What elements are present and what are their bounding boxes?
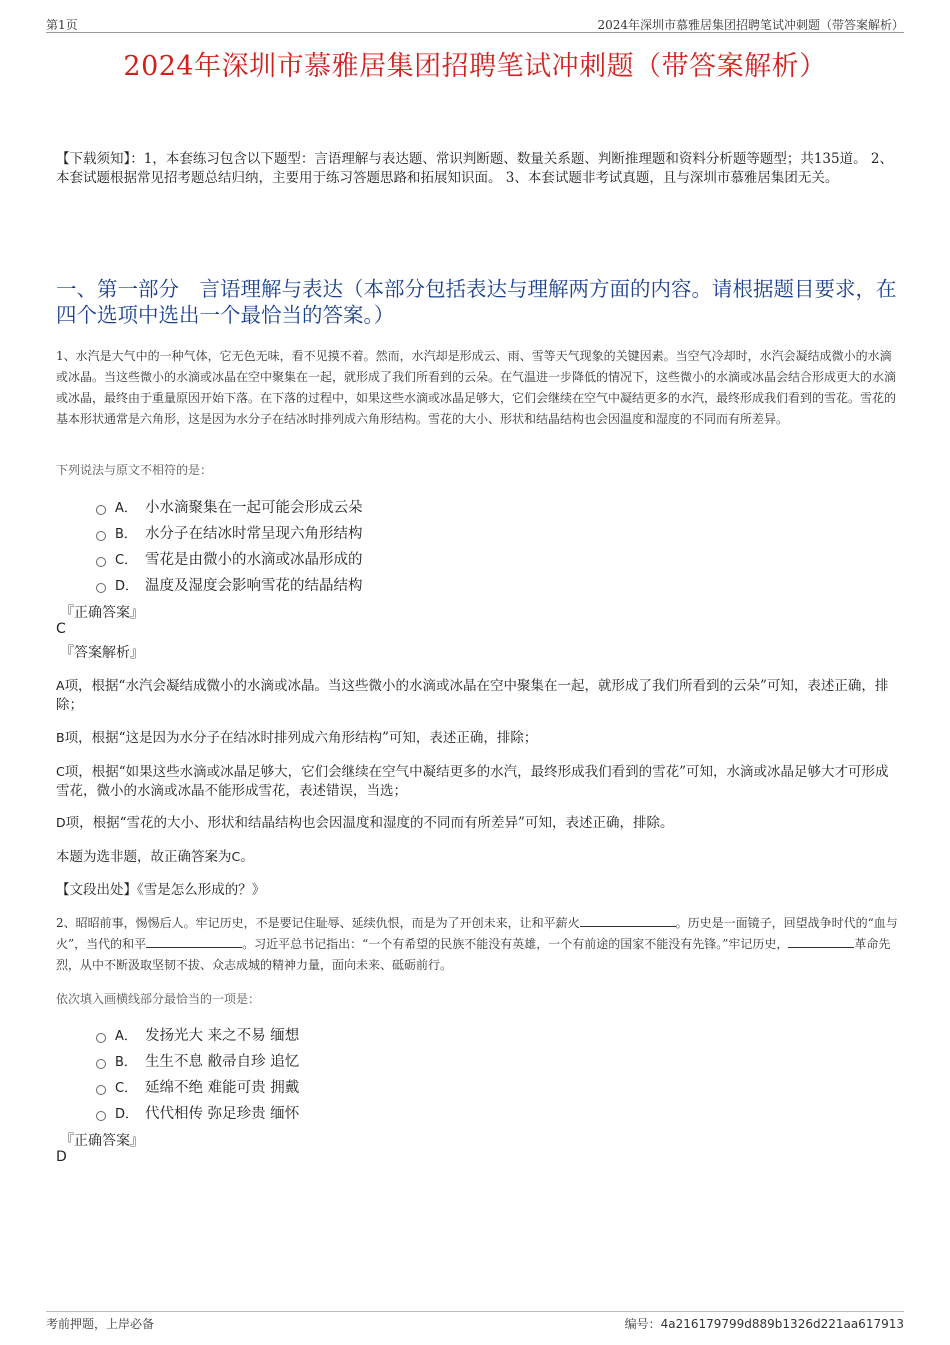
q2-answer-label: 『正确答案』 bbox=[60, 1133, 144, 1149]
q1-conclusion: 本题为选非题，故正确答案为C。 bbox=[56, 849, 254, 865]
q1-analysis-a: A项，根据“水汽会凝结成微小的水滴或冰晶。当这些微小的水滴或冰晶在空中聚集在一起，就形成了我们所看到的云朵”可知，表述正确，排除； bbox=[56, 678, 889, 713]
q2-option-a[interactable]: A． 发扬光大 来之不易 缅想 bbox=[96, 1024, 299, 1044]
page-header bbox=[46, 14, 904, 33]
radio-icon[interactable] bbox=[96, 1059, 106, 1069]
radio-icon[interactable] bbox=[96, 505, 106, 515]
blank-line bbox=[580, 914, 676, 927]
radio-icon[interactable] bbox=[96, 1033, 106, 1043]
page-title: 2024年深圳市慕雅居集团招聘笔试冲刺题（带答案解析） bbox=[123, 51, 827, 82]
radio-icon[interactable] bbox=[96, 531, 106, 541]
section-title: 一、第一部分 言语理解与表达（本部分包括表达与理解两方面的内容。请根据题目要求，在四个选项中选出一个最恰当的答案。） bbox=[56, 277, 897, 327]
q1-source: 【文段出处】《雪是怎么形成的？》 bbox=[56, 882, 266, 898]
page-number: 第1页 bbox=[46, 18, 78, 32]
q2-answer: D bbox=[56, 1149, 67, 1165]
radio-icon[interactable] bbox=[96, 557, 106, 567]
q1-option-c[interactable]: C． 雪花是由微小的水滴或冰晶形成的 bbox=[96, 548, 363, 568]
radio-icon[interactable] bbox=[96, 1111, 106, 1121]
q1-option-b[interactable]: B． 水分子在结冰时常呈现六角形结构 bbox=[96, 522, 363, 542]
q1-answer: C bbox=[56, 621, 66, 637]
header-doc-title: 2024年深圳市慕雅居集团招聘笔试冲刺题（带答案解析） bbox=[597, 18, 904, 32]
blank-line bbox=[146, 935, 242, 948]
radio-icon[interactable] bbox=[96, 1085, 106, 1095]
footer-code: 编号：4a216179799d889b1326d221aa617913 bbox=[624, 1317, 904, 1331]
q2-option-d[interactable]: D． 代代相传 弥足珍贵 缅怀 bbox=[96, 1102, 299, 1122]
q2-question: 依次填入画横线部分最恰当的一项是： bbox=[56, 992, 261, 1006]
q1-passage: 1、水汽是大气中的一种气体，它无色无味，看不见摸不着。然而，水汽却是形成云、雨、雪等天气现象的关键因素。当空气冷却时，水汽会凝结成微小的水滴或冰晶。当这些微小的水滴或冰晶在空中聚集在一起，就形成了我们所看到的云朵。在气温进一步降低的情况下，这些微小的水滴或冰晶会结合形成更大的水滴或冰晶，最终由于重量原因开始下落。在下落的过程中，如果这些水滴或冰晶足够大，它们会继续在空气中凝结更多的水汽，最终形成我们看到的雪花。雪花的基本形状通常是六角形，这是因为水分子在结冰时排列成六角形结构。雪花的大小、形状和结晶结构也会因温度和湿度的不同而有所差异。 bbox=[56, 349, 897, 426]
q2-passage: 2、昭昭前事，惕惕后人。牢记历史，不是要记住耻辱、延续仇恨，而是为了开创未来，让和平薪火 。历史是一面镜子，回望战争时代的“血与火”，当代的和平 。习近平总书记指出：“一个有希望的民族不能没有英雄，一个有前途的国家不能没有先锋。”牢记历史， 革命先烈，从中不断汲取坚韧不拔、众志成城的精神力量，面向未来、砥砺前行。 bbox=[56, 916, 898, 972]
download-notice: 【下载须知】：1，本套练习包含以下题型：言语理解与表达题、常识判断题、数量关系题、判断推理题和资料分析题等题型；共135道。 2、本套试题根据常见招考题总结归纳，主要用于练习答题思路和拓展知识面。 3、本套试题非考试真题，且与深圳市慕雅居集团无关。 bbox=[56, 151, 893, 186]
q1-option-d[interactable]: D． 温度及湿度会影响雪花的结晶结构 bbox=[96, 574, 363, 594]
q1-option-a[interactable]: A． 小水滴聚集在一起可能会形成云朵 bbox=[96, 496, 363, 516]
blank-line bbox=[788, 935, 854, 948]
radio-icon[interactable] bbox=[96, 583, 106, 593]
q1-analysis-b: B项，根据“这是因为水分子在结冰时排列成六角形结构”可知，表述正确，排除； bbox=[56, 730, 538, 746]
q1-analysis-d: D项，根据“雪花的大小、形状和结晶结构也会因温度和湿度的不同而有所差异”可知，表述正确，排除。 bbox=[56, 815, 674, 831]
footer-slogan: 考前押题，上岸必备 bbox=[46, 1317, 155, 1331]
q2-option-b[interactable]: B． 生生不息 敝帚自珍 追忆 bbox=[96, 1050, 299, 1070]
q1-analysis-c: C项，根据“如果这些水滴或冰晶足够大，它们会继续在空气中凝结更多的水汽，最终形成我们看到的雪花”可知，水滴或冰晶足够大才可形成雪花，微小的水滴或冰晶不能形成雪花，表述错误，当选； bbox=[56, 764, 889, 799]
q1-answer-label: 『正确答案』 bbox=[60, 605, 144, 621]
q2-option-c[interactable]: C． 延绵不绝 难能可贵 拥戴 bbox=[96, 1076, 299, 1096]
q1-question: 下列说法与原文不相符的是： bbox=[56, 463, 213, 477]
q1-analysis-label: 『答案解析』 bbox=[60, 645, 144, 661]
page-footer bbox=[46, 1311, 904, 1331]
